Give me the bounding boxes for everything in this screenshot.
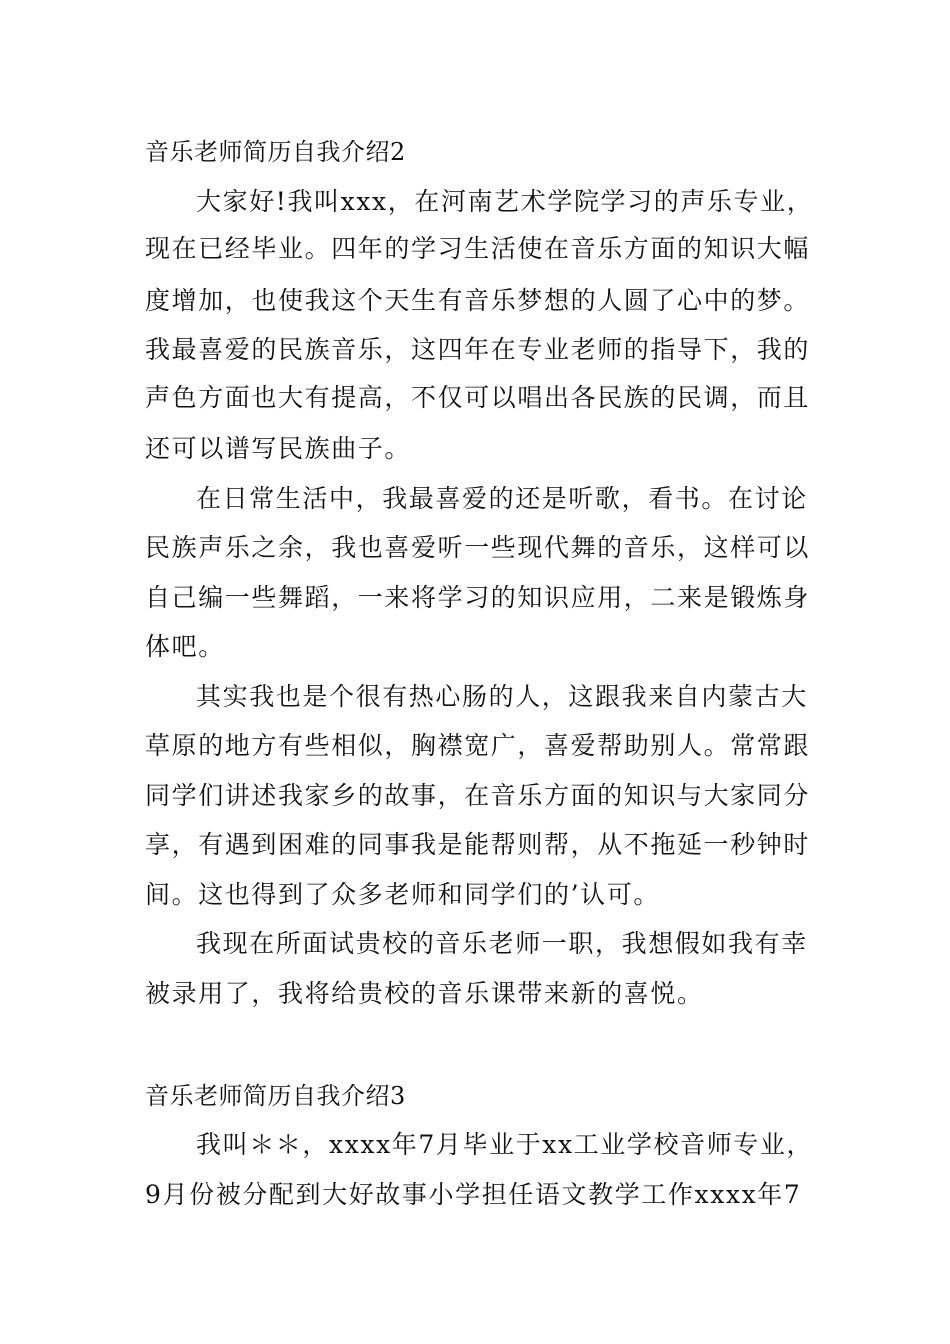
paragraph-line: 我现在所面试贵校的音乐老师一职，我想假如我有幸 bbox=[196, 929, 808, 958]
section-title-2: 音乐老师简历自我介绍2 bbox=[145, 138, 406, 166]
paragraph-line: 声色方面也大有提高，不仅可以唱出各民族的民调，而且 bbox=[145, 383, 811, 412]
paragraph-line: 草原的地方有些相似，胸襟宽广，喜爱帮助别人。常常跟 bbox=[145, 731, 811, 760]
paragraph-line: 9月份被分配到大好故事小学担任语文教学工作xxxx年7 bbox=[145, 1180, 802, 1209]
paragraph-line: 度增加，也使我这个天生有音乐梦想的人圆了心中的梦。 bbox=[145, 286, 811, 315]
paragraph-line: 我最喜爱的民族音乐，这四年在专业老师的指导下，我的 bbox=[145, 335, 811, 364]
paragraph-line: 其实我也是个很有热心肠的人，这跟我来自内蒙古大 bbox=[196, 682, 808, 711]
paragraph-line: 在日常生活中，我最喜爱的还是听歌，看书。在讨论 bbox=[196, 484, 808, 513]
paragraph-line: 现在已经毕业。四年的学习生活使在音乐方面的知识大幅 bbox=[145, 234, 811, 263]
paragraph-line: 享，有遇到困难的同事我是能帮则帮，从不拖延一秒钟时 bbox=[145, 830, 811, 859]
paragraph-line: 自己编一些舞蹈，一来将学习的知识应用，二来是锻炼身 bbox=[145, 583, 811, 612]
paragraph-line: 还可以谱写民族曲子。 bbox=[145, 434, 412, 463]
paragraph-line: 同学们讲述我家乡的故事，在音乐方面的知识与大家同分 bbox=[145, 781, 811, 810]
paragraph-line: 体吧。 bbox=[145, 632, 225, 661]
paragraph-line: 民族声乐之余，我也喜爱听一些现代舞的音乐，这样可以 bbox=[145, 533, 811, 562]
paragraph-line: 我叫＊＊，xxxx年7月毕业于xx工业学校音师专业， bbox=[196, 1130, 814, 1159]
paragraph-line: 被录用了，我将给贵校的音乐课带来新的喜悦。 bbox=[145, 979, 704, 1008]
paragraph-line: 大家好!我叫xxx，在河南艺术学院学习的声乐专业， bbox=[196, 187, 814, 216]
paragraph-line: 间。这也得到了众多老师和同学们的’认可。 bbox=[145, 880, 660, 909]
section-title-3: 音乐老师简历自我介绍3 bbox=[145, 1082, 406, 1110]
